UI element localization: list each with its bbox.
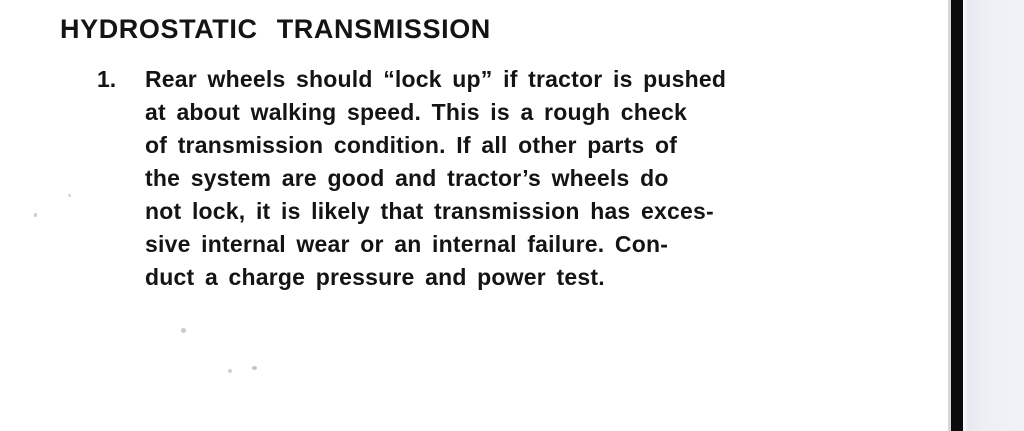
body-line: sive internal wear or an internal failure. Con- [145, 231, 669, 257]
paragraph-text [145, 63, 827, 294]
body-line: duct a charge pressure and power test. [145, 264, 605, 290]
scan-speck [181, 328, 186, 333]
body-line: the system are good and tractor’s wheels do [145, 165, 669, 191]
scan-speck [34, 213, 37, 217]
section-heading: HYDROSTATIC TRANSMISSION [60, 14, 491, 44]
page-binding-bar [951, 0, 963, 431]
body-line: Rear wheels should “lock up” if tractor is pushed [145, 66, 727, 92]
scan-speck [228, 369, 232, 373]
scan-gutter [963, 0, 1024, 431]
scan-speck [68, 194, 71, 197]
list-item-number: 1. [97, 66, 117, 92]
body-line: at about walking speed. This is a rough check [145, 99, 688, 125]
scan-speck [252, 366, 257, 370]
body-line: not lock, it is likely that transmission has exces- [145, 198, 714, 224]
body-line: of transmission condition. If all other parts of [145, 132, 678, 158]
